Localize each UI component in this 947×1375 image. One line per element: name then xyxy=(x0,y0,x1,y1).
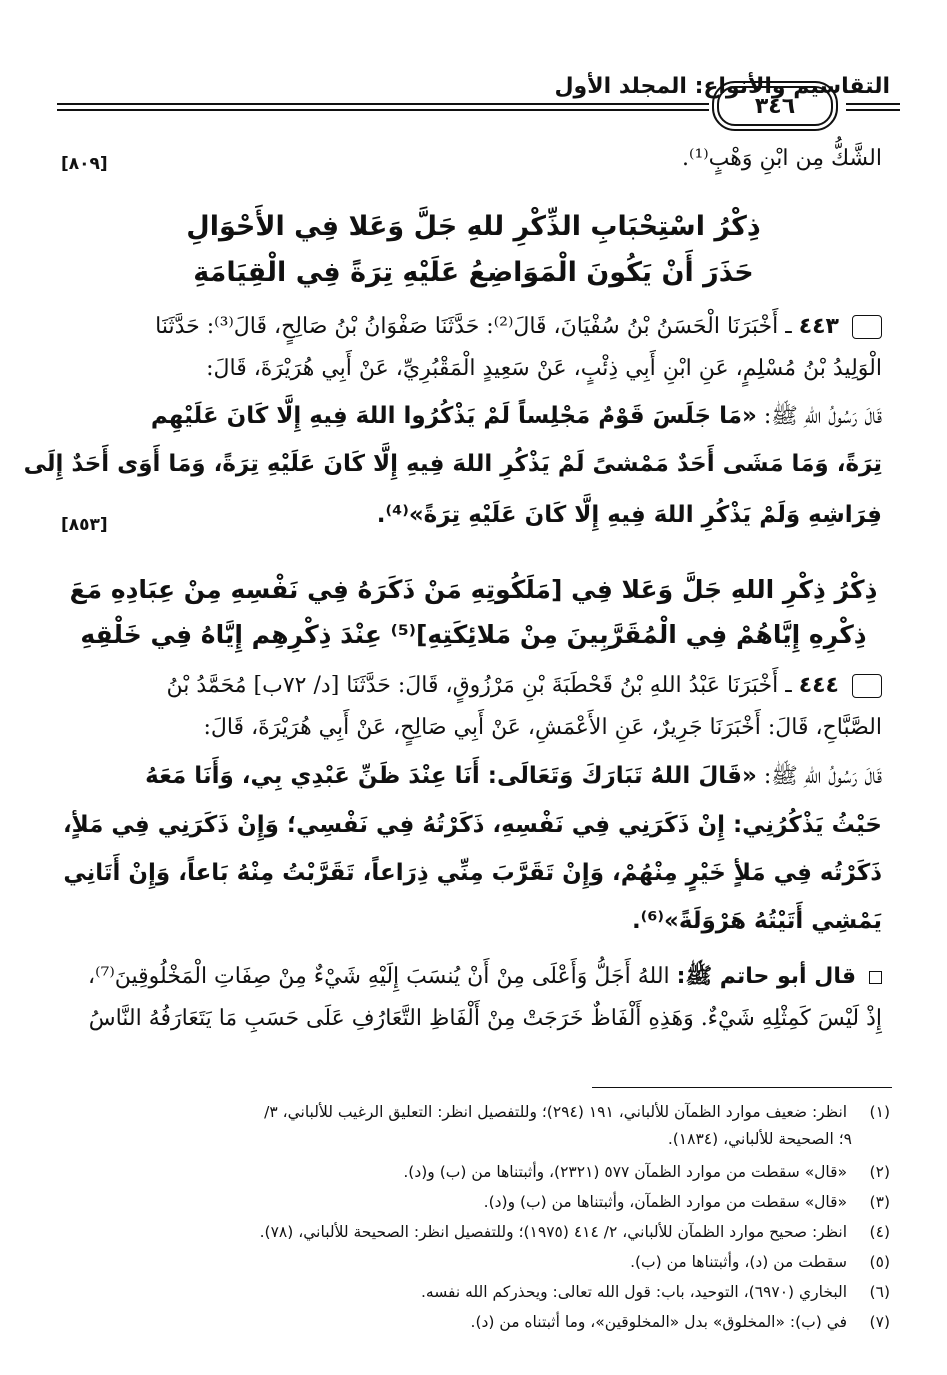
hadith-matn: يَمْشِي أَتَيْتُهُ هَرْوَلَةً»⁽⁶⁾. xyxy=(631,908,882,934)
hadith-number: ٤٤٤ xyxy=(798,673,839,698)
chapter-title: حَذَرَ أَنْ يَكُونَ الْمَوَاضِعُ عَلَيْهِ تِرَةً فِي الْقِيَامَةِ xyxy=(193,257,754,288)
body-line: الشَّكُّ مِن ابْنِ وَهْبٍ⁽¹⁾. xyxy=(682,146,882,171)
footnote-separator xyxy=(592,1087,892,1088)
footnote xyxy=(55,1103,890,1121)
footnote xyxy=(55,1313,890,1331)
header-rule xyxy=(846,109,900,111)
hadith-line xyxy=(60,673,882,698)
footnote-text: انظر: صحيح موارد الظمآن للألباني، ٢/ ٤١٤ (١٩٧٥)؛ وللتفصيل انظر: الصحيحة للألباني، (٧٨). xyxy=(259,1223,848,1241)
hadith-line: الصَّبَّاحِ، قَالَ: أَخْبَرَنَا جَرِيرٌ، عَنِ الأَعْمَشِ، عَنْ أَبِي صَالِحٍ، عَنْ أَبِي هُرَيْرَةَ، قَالَ: xyxy=(203,715,882,740)
footnote-text: «قال» سقطت من موارد الظمآن، وأثبتناها من (ب) و(د). xyxy=(483,1193,848,1211)
footnote-text: البخاري (٦٩٧٠)، التوحيد، باب: قول الله تعالى: ويحذركم الله نفسه. xyxy=(420,1283,848,1301)
chapter-title: ذِكْرُ ذِكْرِ اللهِ جَلَّ وَعَلا فِي [مَلَكُوتِهِ مَنْ ذَكَرَهُ فِي نَفْسِهِ مِنْ عِبَادِهِ مَعَ xyxy=(69,575,878,604)
hadith-number: ٤٤٣ xyxy=(798,314,839,339)
header-rule xyxy=(57,103,709,105)
hadith-matn: «مَا جَلَسَ قَوْمٌ مَجْلِساً لَمْ يَذْكُرُوا اللهَ فِيهِ إِلَّا كَانَ عَلَيْهِم xyxy=(150,403,757,429)
reference-number: [٨٥٣] xyxy=(61,515,108,535)
comment-line: إِذْ لَيْسَ كَمِثْلِهِ شَيْءٌ. وَهَذِهِ أَلْفَاظٌ خَرَجَتْ مِنْ أَلْفَاظِ التَّعَارُفِ عَلَى حَسَبِ مَا يَتَعَارَفُهُ النَّاسُ xyxy=(88,1006,882,1031)
hadith-intro: قَالَ رَسُولُ اللهِ ﷺ: xyxy=(763,764,882,789)
comment-line xyxy=(60,962,882,994)
square-bullet-icon xyxy=(869,971,882,984)
comment-speaker: قال أبو حاتم ﷺ: xyxy=(676,964,856,989)
hadith-line xyxy=(60,402,882,434)
running-title: التقاسيم والأنواع: المجلد الأول xyxy=(554,74,890,99)
page-number: ٣٤٦ xyxy=(717,86,833,126)
comment-text: اللهُ أَجَلُّ وَأَعْلَى مِنْ أَنْ يُنسَبَ إِلَيْهِ شَيْءٌ مِنْ صِفَاتِ الْمَخْلُوقِينَ⁽⁷⁾، xyxy=(88,964,670,989)
footnote-number: (٧) xyxy=(869,1313,890,1331)
hadith-marker-icon xyxy=(852,674,882,698)
footnote-text: سقطت من (د)، وأثبتناها من (ب). xyxy=(630,1253,848,1271)
hadith-marker-icon xyxy=(852,315,882,339)
footnote-number: (٤) xyxy=(869,1223,890,1241)
chapter-title: ذِكْرِهِ إِيَّاهُمْ فِي الْمُقَرَّبِينَ مِنْ مَلائِكَتِهِ]⁽⁵⁾ عِنْدَ ذِكْرِهِم إِيَّاهُ فِي خَلْقِهِ xyxy=(80,620,867,649)
footnote-number: (١) xyxy=(869,1103,890,1121)
hadith-matn: ذَكَرْتُه فِي مَلأٍ خَيْرٍ مِنْهُمْ، وَإِنْ تَقَرَّبَ مِنِّي ذِرَاعاً، تَقَرَّبْتُ مِنْهُ بَاعاً، وَإِنْ أَتَانِي xyxy=(63,860,882,886)
footnote-number: (٥) xyxy=(869,1253,890,1271)
footnote xyxy=(55,1163,890,1181)
footnote xyxy=(55,1253,890,1271)
hadith-text: ـ أَخْبَرَنَا الْحَسَنُ بْنُ سُفْيَانَ، قَالَ⁽²⁾: حَدَّثَنَا صَفْوَانُ بْنُ صَالِحٍ، قَالَ⁽³⁾: حَدَّثَنَا xyxy=(155,314,792,339)
footnote-text: في (ب): «المخلوق» بدل «المخلوقين»، وما أثبتناه من (د). xyxy=(470,1313,848,1331)
footnote-text: انظر: ضعيف موارد الظمآن للألباني، ١٩١ (٢٩٤)؛ وللتفصيل انظر: التعليق الرغيب للألباني، ٣/ xyxy=(264,1103,848,1121)
hadith-matn: تِرَةً، وَمَا مَشَى أَحَدٌ مَمْشىً لَمْ يَذْكُرِ اللهَ فِيهِ إِلَّا كَانَ عَلَيْهِ تِرَةً، وَمَا أَوَى أَحَدٌ إِلَى xyxy=(23,451,882,477)
footnote-continuation: ٩؛ الصحيحة للألباني، (١٨٣٤). xyxy=(667,1130,852,1148)
hadith-intro: قَالَ رَسُولُ اللهِ ﷺ: xyxy=(763,404,882,429)
hadith-line xyxy=(60,762,882,794)
hadith-line: الْوَلِيدُ بْنُ مُسْلِمٍ، عَنِ ابْنِ أَبِي ذِئْبٍ، عَنْ سَعِيدٍ الْمَقْبُرِيِّ، عَنْ أَبِي هُرَيْرَةَ، قَالَ: xyxy=(206,356,882,381)
footnote xyxy=(55,1193,890,1211)
footnote-number: (٦) xyxy=(869,1283,890,1301)
hadith-line xyxy=(60,314,882,339)
hadith-matn: حَيْثُ يَذْكُرُنِي: إِنْ ذَكَرَنِي فِي نَفْسِهِ، ذَكَرْتُهُ فِي نَفْسِي؛ وَإِنْ ذَكَرَنِي فِي مَلأٍ، xyxy=(62,812,882,838)
hadith-text: ـ أَخْبَرَنَا عَبْدُ اللهِ بْنُ قَحْطَبَةَ بْنِ مَرْزُوقٍ، قَالَ: حَدَّثَنَا [د/ ٧٢ب] مُحَمَّدُ بْنُ xyxy=(166,673,792,698)
chapter-title: ذِكْرُ اسْتِحْبَابِ الذِّكْرِ للهِ جَلَّ وَعَلا فِي الأَحْوَالِ xyxy=(186,211,761,242)
footnote-number: (٣) xyxy=(869,1193,890,1211)
hadith-matn: فِرَاشِهِ وَلَمْ يَذْكُرِ اللهَ فِيهِ إِلَّا كَانَ عَلَيْهِ تِرَةً»⁽⁴⁾. xyxy=(376,502,882,528)
footnote-number: (٢) xyxy=(869,1163,890,1181)
hadith-matn: «قَالَ اللهُ تَبَارَكَ وَتَعَالَى: أَنَا عِنْدَ ظَنِّ عَبْدِي بِي، وَأَنَا مَعَهُ xyxy=(145,763,757,789)
footnote xyxy=(55,1223,890,1241)
header-rule xyxy=(846,103,900,105)
reference-number: [٨٠٩] xyxy=(61,154,108,174)
footnote xyxy=(55,1283,890,1301)
footnote-text: «قال» سقطت من موارد الظمآن ٥٧٧ (٢٣٢١)، وأثبتناها من (ب) و(د). xyxy=(403,1163,848,1181)
header-rule xyxy=(57,109,709,111)
